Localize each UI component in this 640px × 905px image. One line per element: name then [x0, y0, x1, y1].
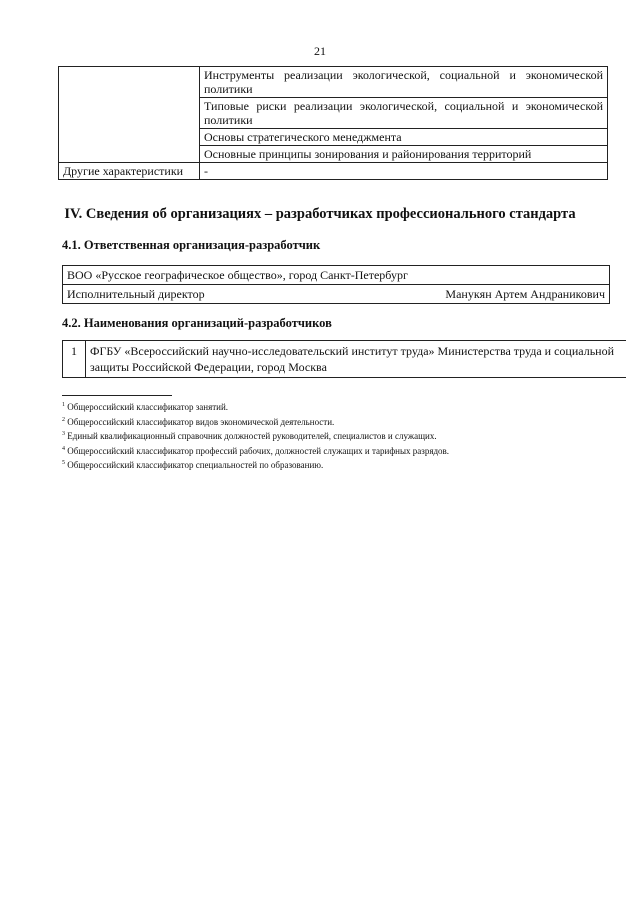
signatory-cell [63, 285, 610, 304]
developer-number: 1 [63, 341, 86, 378]
responsible-org-table [62, 265, 610, 304]
table-cell: Типовые риски реализации экологической, социальной и экономической политики [200, 98, 608, 129]
table-cell: Основы стратегического менеджмента [200, 129, 608, 146]
developers-table [62, 340, 626, 378]
footnote-text: Общероссийский классификатор видов экономической деятельности. [67, 416, 335, 427]
org-name: ВОО «Русское географическое общество», город Санкт-Петербург [63, 266, 610, 285]
table-cell-empty [59, 67, 200, 163]
footnote [62, 443, 622, 458]
signatory-position: Исполнительный директор [67, 287, 205, 301]
footnote [62, 399, 622, 414]
footnote-text: Общероссийский классификатор специальностей по образованию. [67, 460, 324, 471]
characteristics-table [58, 66, 608, 180]
table-row [63, 341, 627, 378]
table-cell: Основные принципы зонирования и районирования территорий [200, 146, 608, 163]
table-cell: - [200, 163, 608, 180]
footnote-divider [62, 395, 172, 396]
footnote-text: Общероссийский классификатор профессий рабочих, должностей служащих и тарифных разрядов. [67, 445, 450, 456]
footnote-mark: 1 [62, 402, 65, 408]
developers-heading: 4.2. Наименования организаций-разработчиков [62, 316, 332, 330]
table-row [59, 67, 608, 98]
table-row [63, 266, 610, 285]
footnote [62, 414, 622, 429]
developer-name: ФГБУ «Всероссийский научно-исследовательский институт труда» Министерства труда и социальной защиты Российской Федерации, город Москва [86, 341, 627, 378]
footnote-text: Общероссийский классификатор занятий. [67, 402, 229, 412]
table-cell: Инструменты реализации экологической, социальной и экономической политики [200, 67, 608, 98]
table-cell-label: Другие характеристики [59, 163, 200, 180]
footnote-mark: 4 [62, 445, 65, 452]
section-title: IV. Сведения об организациях – разработчиках профессионального стандарта [64, 206, 576, 222]
page-number: 21 [314, 44, 326, 58]
table-row [63, 285, 610, 304]
footnote [62, 428, 622, 443]
footnote [62, 457, 622, 472]
footnote-text: Единый квалификационный справочник должностей руководителей, специалистов и служащих. [67, 431, 437, 442]
footnote-mark: 5 [62, 460, 65, 467]
table-row [59, 163, 608, 180]
signatory-name: Манукян Артем Андраникович [445, 287, 605, 301]
footnote-mark: 3 [62, 431, 65, 438]
footnote-mark: 2 [62, 416, 65, 423]
responsible-org-heading: 4.1. Ответственная организация-разработчик [62, 238, 321, 252]
footnotes [62, 399, 622, 472]
